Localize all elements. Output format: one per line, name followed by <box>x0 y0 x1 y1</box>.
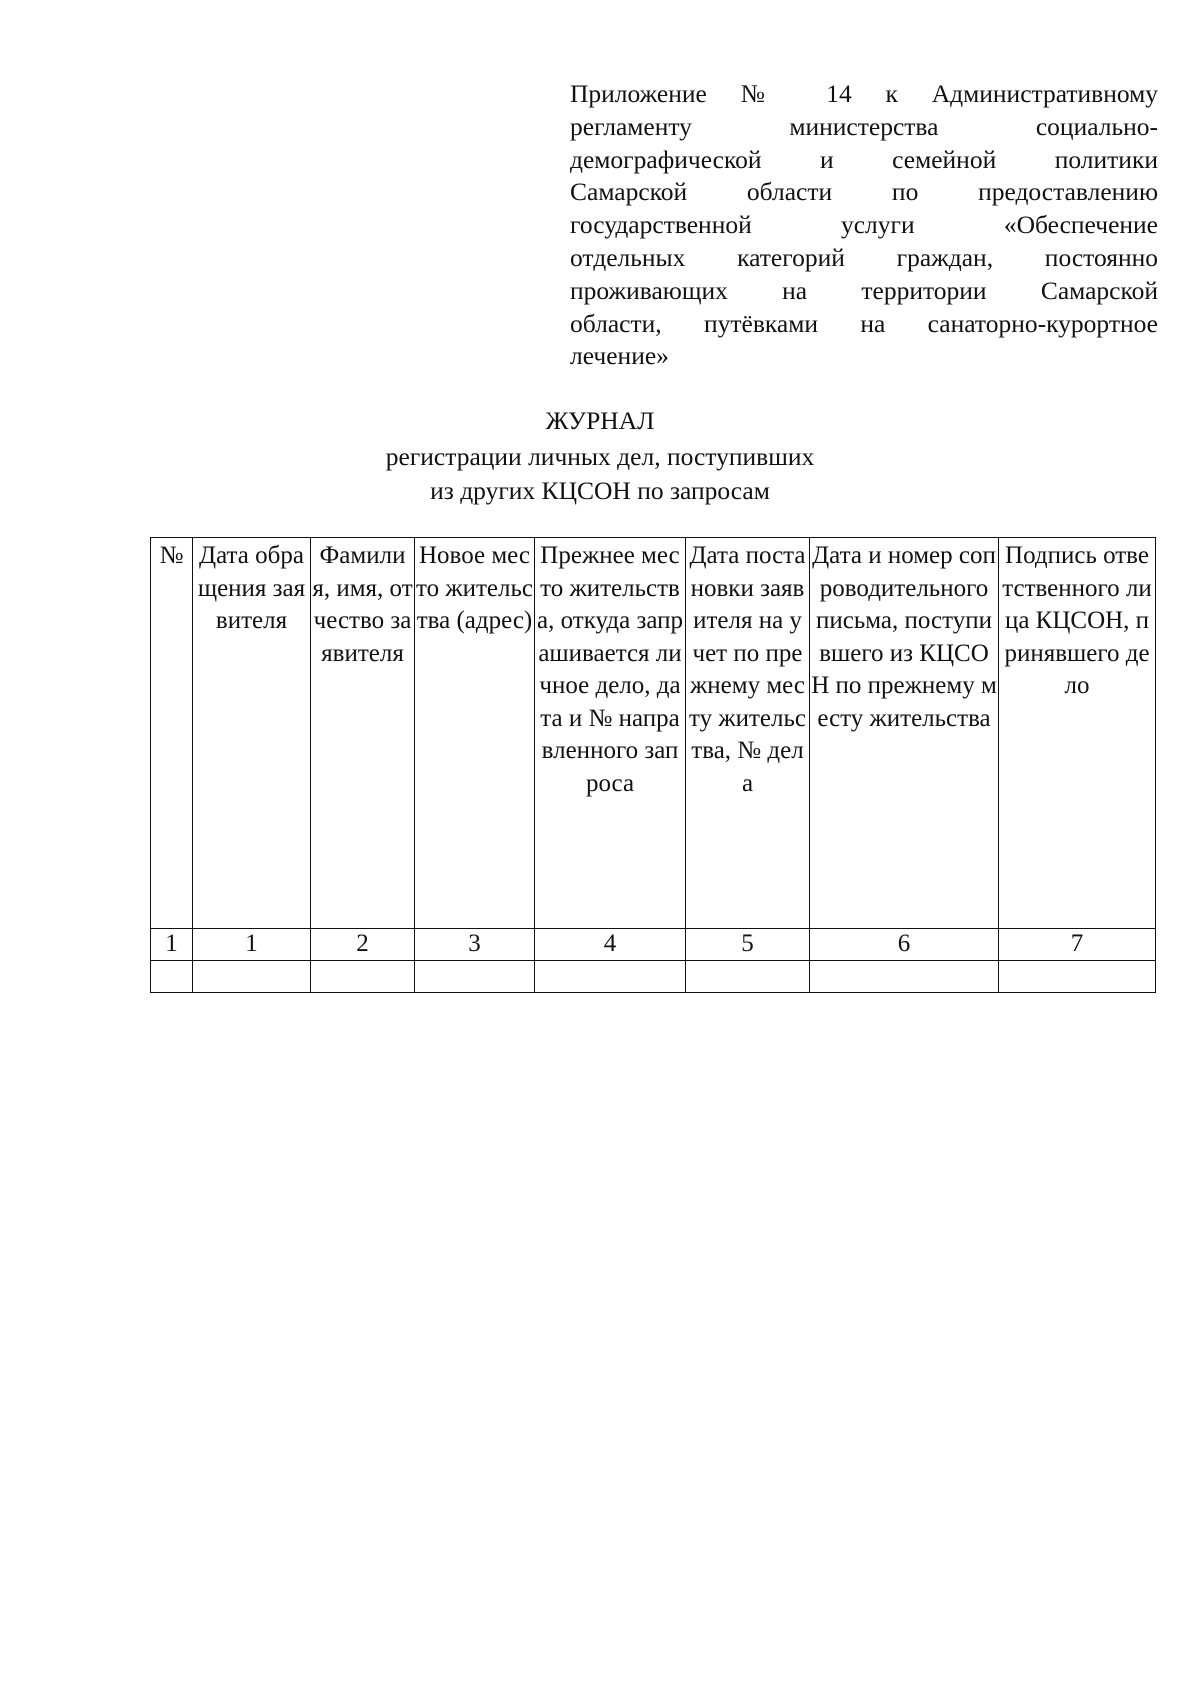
column-number: 1 <box>193 929 311 961</box>
appendix-line: отдельных категорий граждан, постоянно <box>570 242 1158 272</box>
header-cell-request-date: Дата обращения заявителя <box>193 538 311 929</box>
empty-cell <box>810 961 999 993</box>
appendix-line: регламенту министерства социально- <box>570 111 1158 141</box>
document-subtitle: регистрации личных дел, поступивших <box>385 442 815 471</box>
header-cell-new-address: Новое место жительства (адрес) <box>415 538 535 929</box>
column-number: 2 <box>311 929 415 961</box>
column-number: 1 <box>151 929 193 961</box>
empty-cell <box>151 961 193 993</box>
empty-cell <box>193 961 311 993</box>
appendix-line: лечение» <box>570 341 669 371</box>
empty-cell <box>311 961 415 993</box>
column-number: 3 <box>415 929 535 961</box>
table-row-empty <box>151 961 1156 993</box>
document-title: ЖУРНАЛ <box>545 406 655 435</box>
appendix-note <box>570 78 1158 373</box>
table-row-column-numbers <box>151 929 1156 961</box>
empty-cell <box>415 961 535 993</box>
column-number: 7 <box>999 929 1156 961</box>
header-cell-previous-address: Прежнее место жительства, откуда запрашивается личное дело, дата и № направленного запроса <box>535 538 686 929</box>
appendix-line: Приложение № 14 к Административному <box>570 79 1158 108</box>
appendix-line: демографической и семейной политики <box>570 144 1158 174</box>
header-cell-full-name: Фамилия, имя, отчество заявителя <box>311 538 415 929</box>
column-number: 5 <box>686 929 810 961</box>
table-header-row <box>151 538 1156 929</box>
journal-table <box>150 537 1156 993</box>
appendix-line: Самарской области по предоставлению <box>570 177 1158 207</box>
appendix-line: области, путёвками на санаторно-курортное <box>570 308 1158 338</box>
column-number: 6 <box>810 929 999 961</box>
empty-cell <box>535 961 686 993</box>
empty-cell <box>999 961 1156 993</box>
empty-cell <box>686 961 810 993</box>
header-cell-signature: Подпись ответственного лица КЦСОН, принявшего дело <box>999 538 1156 929</box>
header-cell-cover-letter: Дата и номер сопроводительного письма, поступившего из КЦСОН по прежнему месту жительства <box>810 538 999 929</box>
appendix-line: проживающих на территории Самарской <box>570 275 1158 305</box>
column-number: 4 <box>535 929 686 961</box>
appendix-line: государственной услуги «Обеспечение <box>570 210 1158 240</box>
header-cell-number: № <box>151 538 193 929</box>
header-cell-registration-date: Дата постановки заявителя на учет по прежнему месту жительства, № дела <box>686 538 810 929</box>
document-subtitle: из других КЦСОН по запросам <box>430 476 770 505</box>
